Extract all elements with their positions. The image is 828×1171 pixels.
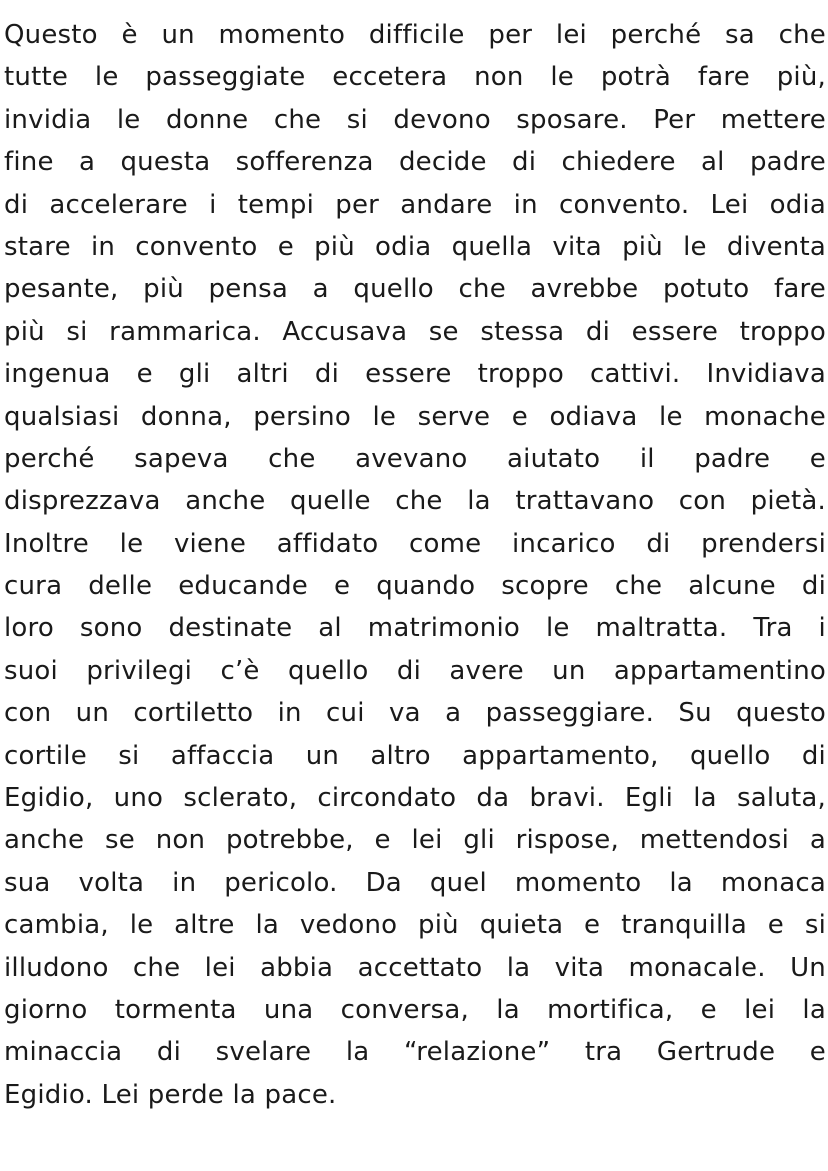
text-line-22: cambia, le altre la vedono più quieta e tranquilla e si [4,910,826,941]
text-line-17: con un cortiletto in cui va a passeggiare. Su questo [4,698,826,729]
text-line-7: pesante, più pensa a quello che avrebbe potuto fare [4,274,826,305]
body-paragraph [4,14,826,1116]
text-line-9: ingenua e gli altri di essere troppo cattivi. Invidiava [4,359,826,390]
text-line-23: illudono che lei abbia accettato la vita monacale. Un [4,952,826,983]
text-line-14: cura delle educande e quando scopre che alcune di [4,571,826,602]
text-line-1: Questo è un momento difficile per lei perché sa che [4,20,826,50]
text-line-4: fine a questa sofferenza decide di chiedere al padre [4,147,826,178]
text-line-8: più si rammarica. Accusava se stessa di essere troppo [4,316,826,347]
text-line-15: loro sono destinate al matrimonio le maltratta. Tra i [4,613,826,644]
text-line-11: perché sapeva che avevano aiutato il padre e [4,443,826,474]
text-line-10: qualsiasi donna, persino le serve e odiava le monache [4,401,826,432]
text-line-2: tutte le passeggiate eccetera non le potrà fare più, [4,62,826,93]
text-line-25: minaccia di svelare la “relazione” tra Gertrude e [4,1037,826,1068]
text-line-19: Egidio, uno sclerato, circondato da bravi. Egli la saluta, [4,783,826,814]
text-line-18: cortile si affaccia un altro appartamento, quello di [4,740,826,771]
text-line-5: di accelerare i tempi per andare in convento. Lei odia [4,189,826,220]
text-line-24: giorno tormenta una conversa, la mortifica, e lei la [4,994,826,1025]
text-line-3: invidia le donne che si devono sposare. Per mettere [4,104,826,135]
text-line-6: stare in convento e più odia quella vita più le diventa [4,231,826,262]
text-line-20: anche se non potrebbe, e lei gli rispose, mettendosi a [4,825,826,856]
text-line-21: sua volta in pericolo. Da quel momento la monaca [4,867,826,898]
text-line-13: Inoltre le viene affidato come incarico di prendersi [4,528,826,559]
text-line-12: disprezzava anche quelle che la trattavano con pietà. [4,486,826,517]
text-line-26: Egidio. Lei perde la pace. [4,1079,337,1110]
text-line-16: suoi privilegi c’è quello di avere un appartamentino [4,655,826,686]
